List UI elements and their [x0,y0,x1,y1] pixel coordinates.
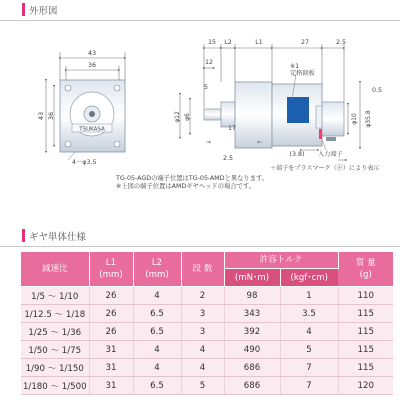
brand-plate-label: TSUKASA [79,126,105,133]
section-marker [22,3,25,16]
label-nameplate: 定格銘板 [290,70,315,77]
dim-bottom-2-5: 2.5 [222,155,234,162]
cell-mass: 115 [338,341,393,359]
cell-stages: 2 [181,287,224,305]
cell-mass: 115 [338,323,393,341]
cell-l2: 6.5 [133,377,181,395]
dim-shaft-12: 12 [204,59,214,66]
label-nameplate-mark: ※1 [290,63,300,70]
header-mass-unit: (g) [359,270,372,280]
section-title-gear: ギヤ単体仕様 [29,232,87,243]
gear-spec-table [21,252,393,395]
label-terminal: 入力端子 [318,151,343,158]
dim-l1: L1 [255,39,263,46]
header-l1 [89,252,133,287]
cell-ratio: 1/90 ～ 1/150 [21,359,89,377]
cell-l1: 31 [89,377,133,395]
cell-l2: 6.5 [133,305,181,323]
dim-shaft-phi12: φ12 [174,111,181,123]
dim-phi35-8: φ35.8 [365,110,372,128]
dim-2-5: 2.5 [335,39,347,46]
dim-phi10: φ10 [351,113,358,125]
cell-l2: 6.5 [133,323,181,341]
cell-torque-kgf: 3.5 [280,305,338,323]
cell-stages: 5 [181,377,224,395]
cell-l1: 26 [89,287,133,305]
dim-shaft-5: 5 [203,84,209,91]
header-mass [338,252,393,287]
label-polarity: ＋端子をプラスマーク（㊉）により表示 [270,165,380,172]
cell-torque-mn: 392 [224,323,280,341]
cell-torque-kgf: 5 [280,341,338,359]
cell-torque-mn: 686 [224,359,280,377]
header-l1-label: L1 [105,258,117,268]
table-row [21,359,393,377]
header-stages: 段 数 [181,252,224,287]
table-row [21,377,393,395]
note-terminal-position: TG-05-AGDの端子位置はTG-05-AMDと異なります。 [116,175,269,182]
header-l2-label: L2 [151,258,163,268]
header-mass-label: 質 量 [355,258,376,268]
table-row [21,287,393,305]
cell-l1: 31 [89,359,133,377]
cell-torque-mn: 98 [224,287,280,305]
header-l2-unit: (mm) [145,270,169,280]
section-title-outline: 外形図 [29,6,58,17]
cell-torque-kgf: 7 [280,359,338,377]
cell-torque-mn: 686 [224,377,280,395]
cell-torque-mn: 343 [224,305,280,323]
section-header-gear [0,226,400,247]
cell-mass: 115 [338,305,393,323]
cell-l1: 26 [89,323,133,341]
table-row [21,323,393,341]
table-row [21,341,393,359]
dim-bottom-17: 17 [227,125,237,132]
hole-label: 4－φ3.5 [72,159,97,166]
cell-torque-kgf: 7 [280,377,338,395]
cell-l2: 4 [133,341,181,359]
cell-stages: 4 [181,359,224,377]
header-torque: 許容トルク [224,252,338,269]
dim-27: 27 [300,39,310,46]
header-l2 [133,252,181,287]
cell-mass: 115 [338,359,393,377]
dim-height-36: 36 [47,111,55,121]
cell-mass: 110 [338,287,393,305]
front-plate [60,80,125,152]
header-l1-unit: (mm) [99,270,123,280]
cell-l1: 31 [89,341,133,359]
dim-bottom-3-8: (3.8) [289,151,305,158]
table-row [21,305,393,323]
dim-width-36: 36 [87,61,97,69]
outline-drawing [0,22,400,172]
cell-l2: 4 [133,287,181,305]
cell-ratio: 1/12.5 ～ 1/18 [21,305,89,323]
dim-l2: L2 [224,39,232,46]
dim-height-43: 43 [37,111,45,121]
cell-ratio: 1/25 ～ 1/36 [21,323,89,341]
section-marker [22,229,25,242]
dim-0-5: 0.5 [372,87,383,94]
cell-l2: 4 [133,359,181,377]
header-torque-mn: (mN･m) [224,269,280,287]
gear-spec-rows [21,287,393,395]
cell-torque-kgf: 1 [280,287,338,305]
cell-mass: 120 [338,377,393,395]
note-figure: ※上図の端子位置はAMDギヤヘッドの場合です。 [116,183,256,190]
dim-shaft-phi6: φ6 [184,113,191,121]
cell-stages: 3 [181,305,224,323]
cell-torque-kgf: 4 [280,323,338,341]
cell-stages: 4 [181,341,224,359]
cell-l1: 26 [89,305,133,323]
dim-width-43: 43 [87,49,97,57]
section-header-outline [0,0,400,21]
cell-stages: 3 [181,323,224,341]
side-view-body [204,82,344,148]
cell-ratio: 1/50 ～ 1/75 [21,341,89,359]
dim-15: 15 [207,39,217,46]
cell-torque-mn: 490 [224,341,280,359]
cell-ratio: 1/180 ～ 1/500 [21,377,89,395]
header-torque-kgf: (kgf･cm) [280,269,338,287]
cell-ratio: 1/5 ～ 1/10 [21,287,89,305]
header-ratio: 減速比 [21,252,89,287]
